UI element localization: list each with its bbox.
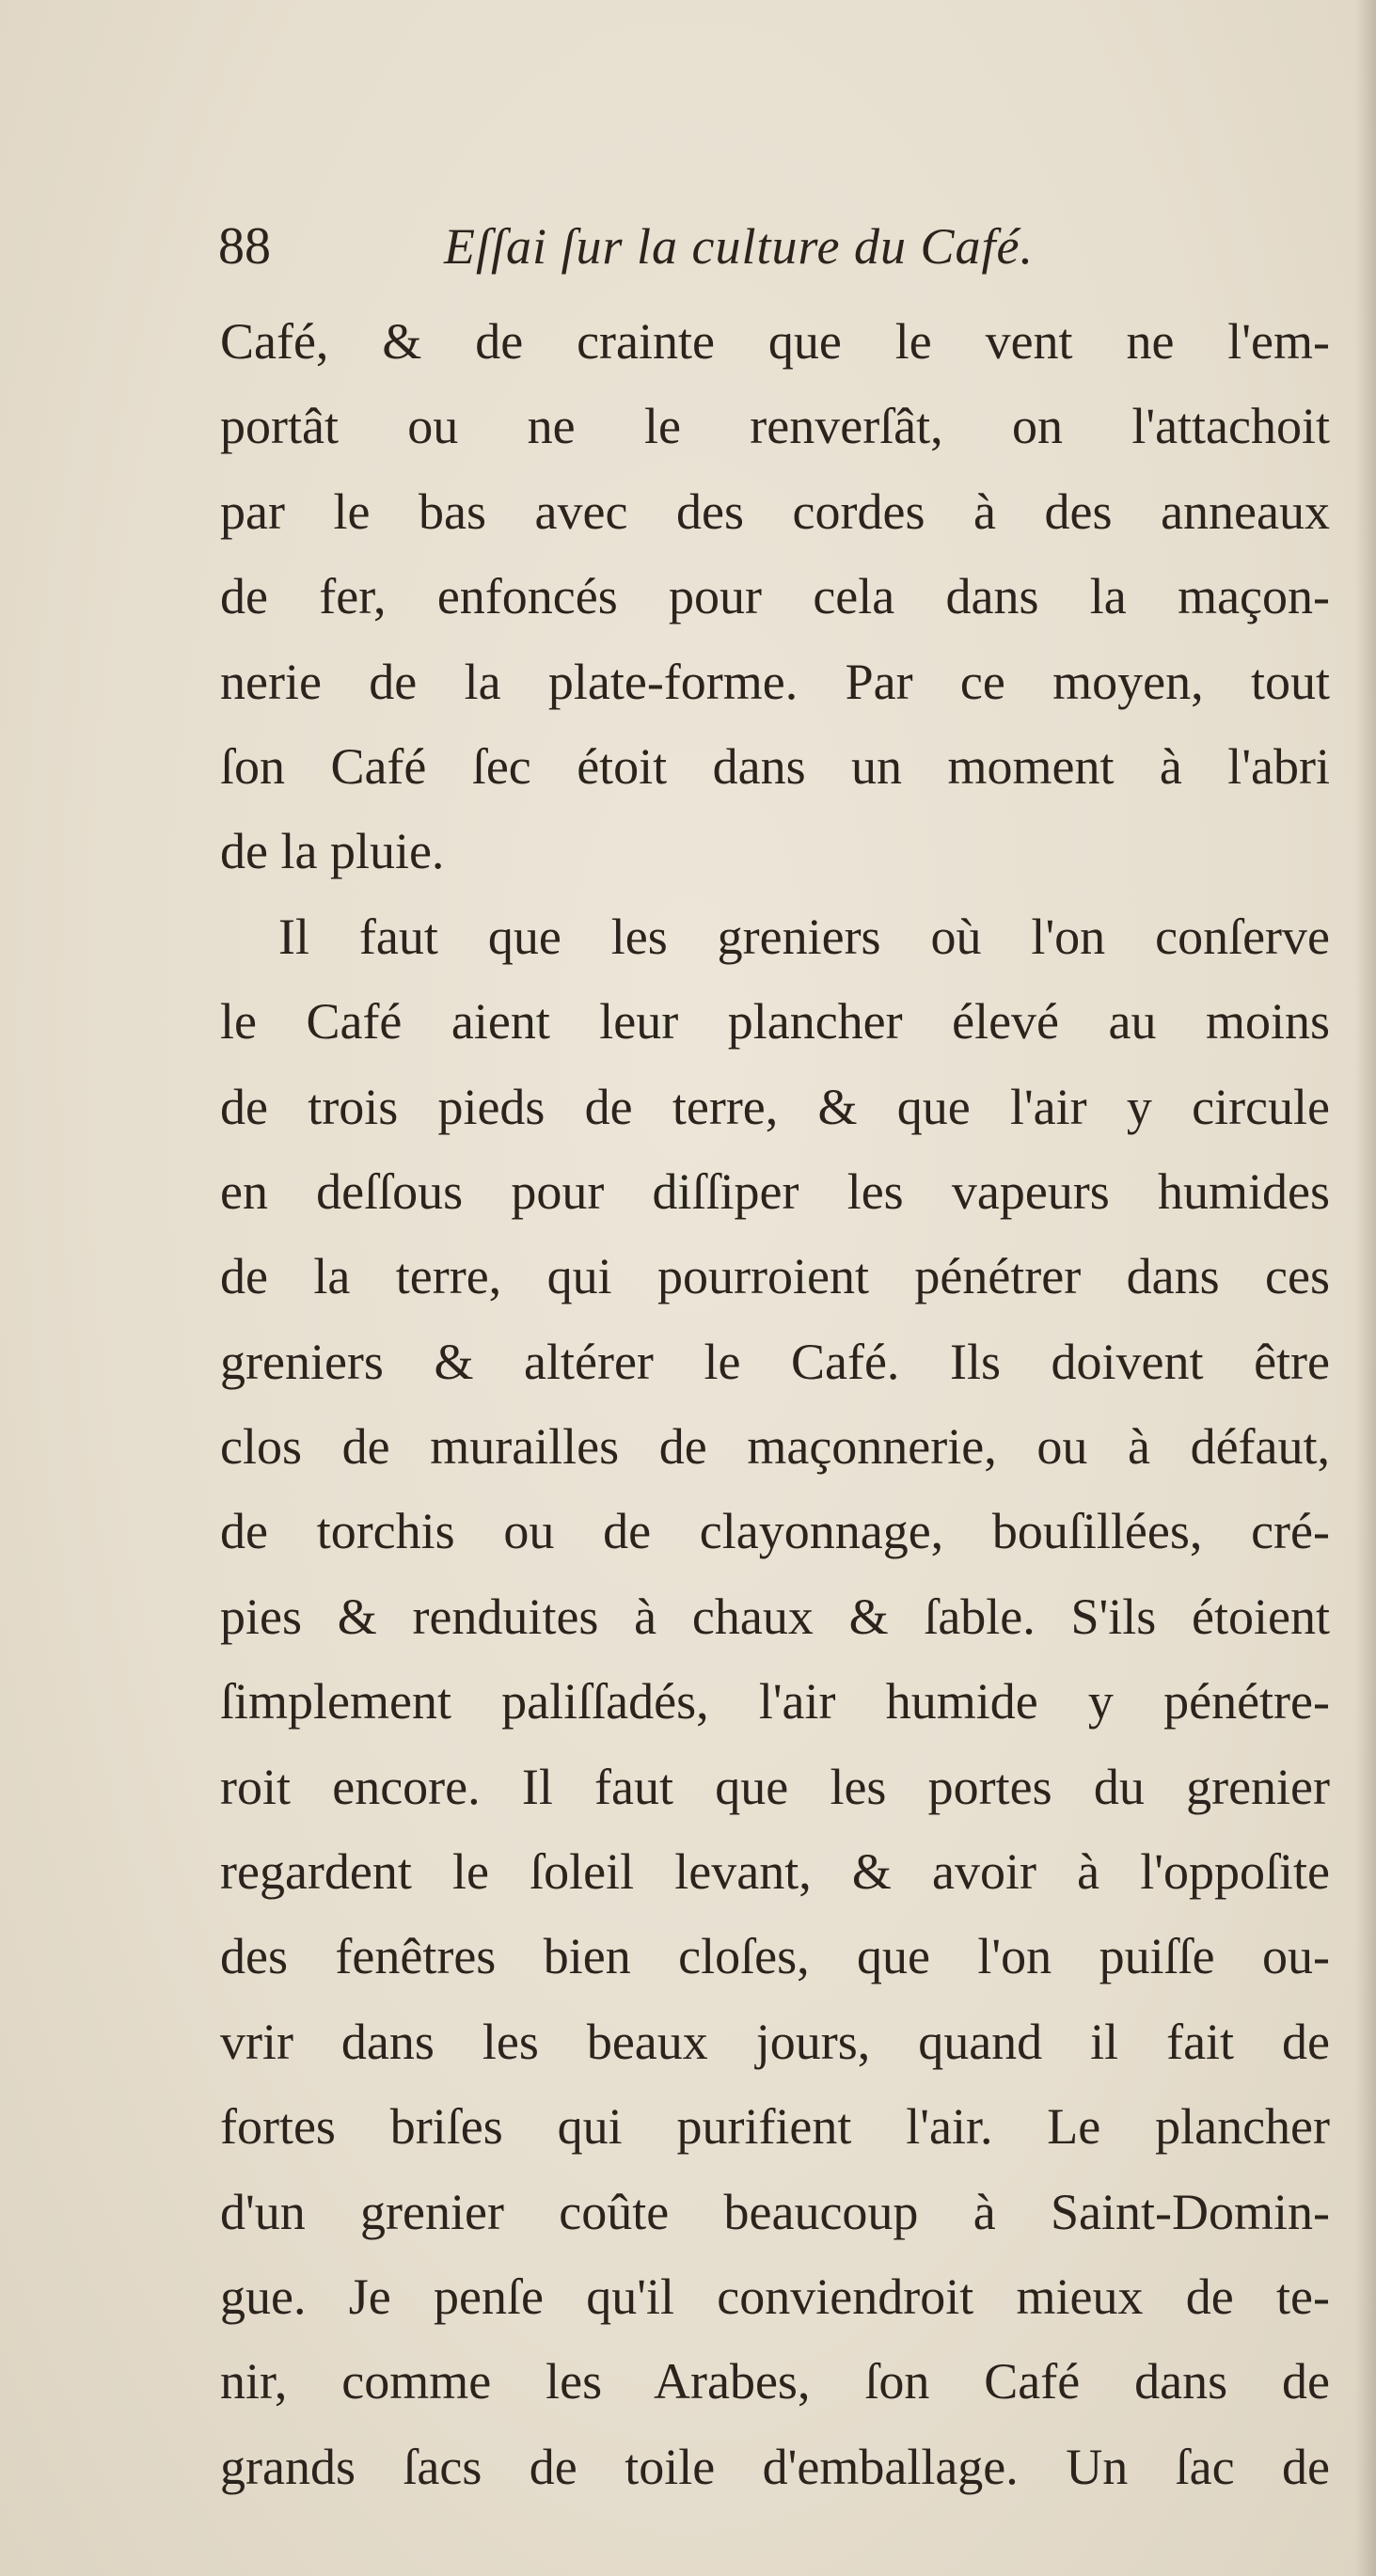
- text-line: fortes briſes qui purifient l'air. Le plancher: [220, 2098, 1330, 2156]
- text-line: de la terre, qui pourroient pénétrer dans ces: [220, 1248, 1330, 1305]
- paragraph-start-line: Il faut que les greniers où l'on conſerve: [278, 908, 1330, 965]
- text-line: Café, & de crainte que le vent ne l'em-: [220, 313, 1330, 370]
- text-line: des fenêtres bien cloſes, que l'on puiſſe ou-: [220, 1928, 1330, 1985]
- text-line: d'un grenier coûte beaucoup à Saint-Domin-: [220, 2183, 1330, 2240]
- page-number: 88: [218, 217, 271, 276]
- paragraph-end-line: de la pluie.: [220, 823, 445, 880]
- text-line: pies & renduites à chaux & ſable. S'ils étoient: [220, 1588, 1330, 1645]
- text-line: regardent le ſoleil levant, & avoir à l'oppoſite: [220, 1843, 1330, 1901]
- body-text: [220, 299, 1330, 2509]
- text-line: gue. Je penſe qu'il conviendroit mieux de te-: [220, 2268, 1330, 2325]
- text-line: le Café aient leur plancher élevé au moins: [220, 993, 1330, 1051]
- text-line: ſimplement paliſſadés, l'air humide y pénétre-: [220, 1673, 1330, 1731]
- text-line: portât ou ne le renverſât, on l'attachoit: [220, 398, 1330, 455]
- page-header: [218, 209, 1168, 284]
- text-line: nerie de la plate-forme. Par ce moyen, tout: [220, 653, 1330, 710]
- text-line: par le bas avec des cordes à des anneaux: [220, 482, 1330, 540]
- text-line: clos de murailles de maçonnerie, ou à défaut,: [220, 1418, 1330, 1476]
- page-edge-shadow: [1355, 0, 1376, 2576]
- text-line: nir, comme les Arabes, ſon Café dans de: [220, 2353, 1330, 2410]
- text-line: de fer, enfoncés pour cela dans la maçon-: [220, 568, 1330, 625]
- text-line: roit encore. Il faut que les portes du grenier: [220, 1758, 1330, 1815]
- text-line: vrir dans les beaux jours, quand il fait de: [220, 2013, 1330, 2070]
- text-line: de torchis ou de clayonnage, bouſillées, cré-: [220, 1503, 1330, 1560]
- text-line: en deſſous pour diſſiper les vapeurs humides: [220, 1162, 1330, 1220]
- text-line: grands ſacs de toile d'emballage. Un ſac de: [220, 2438, 1330, 2495]
- text-line: greniers & altérer le Café. Ils doivent être: [220, 1333, 1330, 1390]
- running-title: Eſſai ſur la culture du Café.: [444, 218, 1034, 275]
- text-line: ſon Café ſec étoit dans un moment à l'abri: [220, 737, 1330, 795]
- text-line: de trois pieds de terre, & que l'air y circule: [220, 1078, 1330, 1135]
